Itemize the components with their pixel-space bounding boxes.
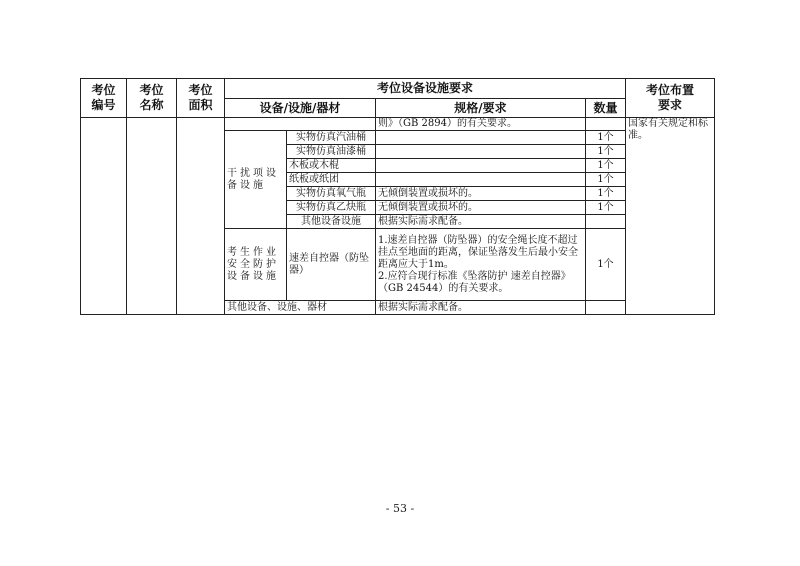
interference-item-qty [586, 215, 626, 229]
interference-item-name: 实物仿真氧气瓶 [287, 187, 376, 201]
protection-item-name: 速差自控器（防坠器） [287, 229, 376, 301]
header-station-area [177, 79, 225, 118]
interference-item-spec [376, 145, 586, 159]
header-station-no [81, 79, 127, 118]
header-spec: 规格/要求 [376, 99, 586, 118]
interference-item-qty: 1个 [586, 201, 626, 215]
continued-equipment-cell [225, 118, 376, 131]
continued-qty-cell [586, 118, 626, 131]
interference-item-qty: 1个 [586, 131, 626, 145]
header-facility-requirements: 考位设备设施要求 [225, 79, 626, 99]
interference-item-qty: 1个 [586, 187, 626, 201]
header-station-no-text: 考位 编号 [91, 83, 116, 112]
interference-item-name: 实物仿真油漆桶 [287, 145, 376, 159]
station-area-cell [177, 118, 225, 315]
interference-item-spec [376, 159, 586, 173]
interference-item-spec [376, 173, 586, 187]
other-item-qty [586, 301, 626, 315]
protection-item-qty: 1个 [586, 229, 626, 301]
header-equipment: 设备/设施/器材 [225, 99, 376, 118]
header-layout-requirements-text: 考位布置 要求 [646, 83, 695, 112]
header-station-area-text: 考位 面积 [188, 83, 213, 112]
interference-item-qty: 1个 [586, 159, 626, 173]
facility-requirements-table [80, 78, 715, 315]
header-quantity: 数量 [586, 99, 626, 118]
page-number: - 53 - [385, 502, 415, 515]
continued-spec-cell: 则》（GB 2894）的有关要求。 [376, 118, 586, 131]
station-no-cell [81, 118, 127, 315]
protection-group-cell: 考生作业安全防护设备设施 [225, 229, 287, 301]
interference-group-cell: 干扰项设备设施 [225, 131, 287, 229]
other-item-name: 其他设备、设施、器材 [225, 301, 376, 315]
interference-item-name: 其他设备设施 [287, 215, 376, 229]
interference-item-spec [376, 131, 586, 145]
header-station-name-text: 考位 名称 [139, 83, 164, 112]
interference-item-name: 木板或木棍 [287, 159, 376, 173]
header-layout-requirements [626, 79, 715, 118]
layout-requirement-cell: 国家有关规定和标准。 [626, 118, 715, 315]
protection-item-spec: 1.速差自控器（防坠器）的安全绳长度不超过挂点至地面的距离，保证坠落发生后最小安全距离应大于1m。 2.应符合现行标准《坠落防护 速差自控器》（GB 24544）的有关要求。 [376, 229, 586, 301]
other-item-spec: 根据实际需求配备。 [376, 301, 586, 315]
interference-item-spec: 无倾倒装置或损坏的。 [376, 201, 586, 215]
interference-item-name: 纸板或纸团 [287, 173, 376, 187]
interference-item-qty: 1个 [586, 173, 626, 187]
interference-item-name: 实物仿真汽油桶 [287, 131, 376, 145]
station-name-cell [127, 118, 177, 315]
header-station-name [127, 79, 177, 118]
interference-item-spec: 无倾倒装置或损坏的。 [376, 187, 586, 201]
interference-item-name: 实物仿真乙炔瓶 [287, 201, 376, 215]
interference-item-qty: 1个 [586, 145, 626, 159]
interference-item-spec: 根据实际需求配备。 [376, 215, 586, 229]
